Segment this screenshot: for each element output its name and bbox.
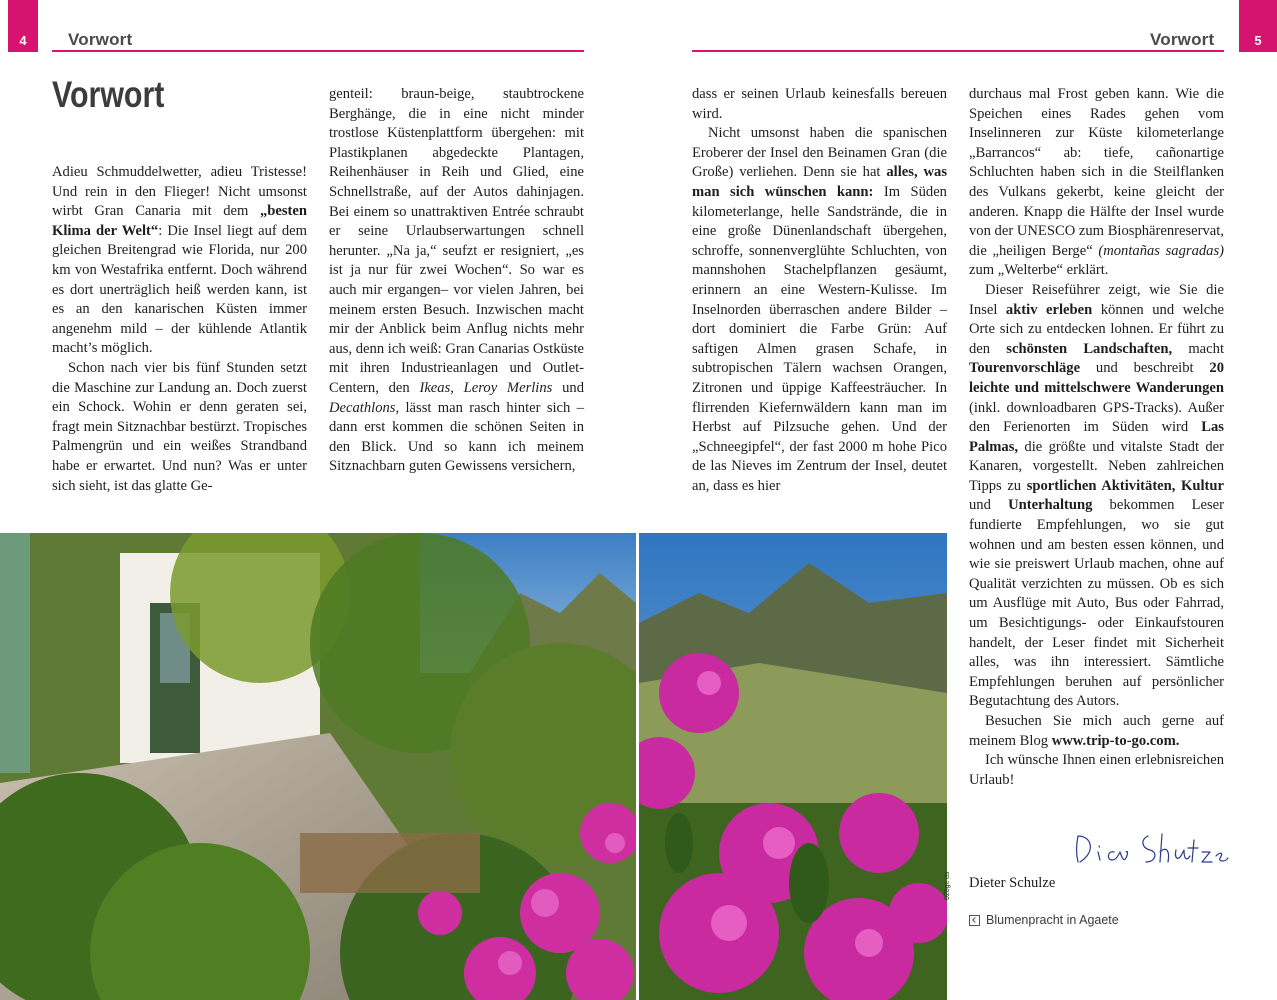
photo-garden-right: [639, 533, 947, 1000]
header-rule-left: [52, 50, 584, 52]
text-run: Besuchen Sie mich auch gerne auf meinem Blog: [969, 713, 1224, 749]
text-column-3: [692, 85, 947, 496]
text-run: Adieu Schmuddelwetter, adieu Tristesse! Und rein in den Flieger! Nicht umsonst wirbt Gran Canaria mit dem: [52, 164, 307, 220]
running-head-left: Vorwort: [68, 30, 133, 49]
arrow-left-icon: [969, 915, 980, 926]
handwritten-signature: [1070, 822, 1230, 872]
bold-run: Las Palmas,: [969, 419, 1224, 455]
page-number-left: 4: [8, 0, 38, 52]
author-name: Dieter Schulze: [969, 875, 1056, 891]
italic-run: (montañas sagradas): [1098, 242, 1224, 259]
chapter-title: Vorwort: [52, 74, 165, 115]
bold-run: 20 leichte und mittelschwere Wanderungen: [969, 360, 1224, 396]
blog-link[interactable]: www.trip-to-go.com.: [1051, 732, 1180, 749]
text-run: Im Süden kilometerlange, helle Sandstrände, die in eine große Dünenlandschaft übergehen, schroffe, sonnenverglühte Schluchten, von mannshohen Stachelpflanzen gesäumt, erinnern an eine Western-Kulisse. Im Inselnorden überraschen andere Bilder – dort dominiert die Farbe Grün: Auf saftigen Almen grasen Schafe, in subtropischen Tälern wachsen Orangen, Zitronen und üppige Kaffeesträucher. In flirrenden Kiefernwäldern kann man im Herbst auf Pilzsuche gehen. Und der „Schneegipfel“, der fast 2000 m hohe Pico de las Nieves im Zentrum der Insel, deutet an, dass es hier: [692, 183, 947, 494]
bold-run: aktiv erleben: [1005, 301, 1093, 318]
header-rule-right: [692, 50, 1224, 52]
photo-garden-right-art: [639, 533, 947, 1000]
text-run: und beschreibt: [1080, 360, 1210, 377]
caption-text: Blumenpracht in Agaete: [986, 913, 1119, 927]
text-column-1: [52, 163, 307, 496]
text-run: können und welche Orte sich zu entdecken lohnen. Er führt zu den: [969, 301, 1224, 357]
text-run: durchaus mal Frost geben kann. Wie die Speichen eines Rades gehen vom Inselinneren zur Küste kilometerlange „Barrancos“ ab: tiefe, cañonartige Schluchten haben sich in die Steilflanken des Vulkans gekerbt, keine gleicht der anderen. Knapp die Hälfte der Insel wurde von der UNESCO zum Biosphärenreservat, die „heiligen Berge“: [969, 86, 1224, 259]
text-run: und: [552, 379, 585, 396]
italic-run: Ikeas, Leroy Merlins: [419, 379, 553, 396]
text-run: : Die Insel liegt auf dem gleichen Breitengrad wie Florida, nur 200 km von Westafrika entfernt. Doch während es dort unerträglich heiß werden kann, ist es an den kanarischen Küsten immer angenehm mild – der kühlende Atlantik macht’s möglich.: [52, 222, 307, 357]
text-run: Dieser Reiseführer zeigt, wie Sie die Insel: [969, 281, 1224, 318]
text-run: (inkl. downloadbaren GPS-Tracks). Außer den Ferienorten im Süden wird: [969, 399, 1224, 436]
text-run: macht: [1172, 340, 1224, 357]
text-run: genteil: braun-beige, staubtrockene Berghänge, die in eine nicht minder trostlose Küstenplattform übergehen: mit Plastikplanen abgedeckte Plantagen, Reihenhäuser in Reih und Glied, eine Schnellstraße, auf der Autos dahinjagen. Bei einem so unattraktiven Entrée schraubt er seine Urlaubserwartungen schnell herunter. „Na ja,“ seufzt er resigniert, „es ist ja nur für zwei Wochen“. So war es auch mir ergangen– vor vielen Jahren, bei meinem ersten Besuch. Inzwischen macht mir der Anblick beim Anflug nichts mehr aus, denn ich weiß: Gran Canarias Ostküste mit ihren Industrieanlagen und Outlet-Centern, den: [329, 86, 584, 396]
paragraph-continued: [329, 85, 584, 477]
paragraph-island: [692, 124, 947, 496]
text-column-4: [969, 85, 1224, 790]
paragraph-continued: [969, 85, 1224, 281]
text-column-2: [329, 85, 584, 477]
bold-run: sportlichen Aktivitäten, Kultur: [1026, 477, 1224, 494]
text-run: zum „Welterbe“ erklärt.: [969, 262, 1109, 279]
paragraph-blog: [969, 712, 1224, 751]
bold-run: schönsten Landschaften,: [1006, 340, 1173, 357]
italic-run: Decathlons,: [329, 399, 400, 416]
paragraph-wish: Ich wünsche Ihnen einen erlebnisreichen Urlaub!: [969, 752, 1224, 788]
text-run: lässt man rasch hinter sich – dann erst kommen die schönen Seiten in den Blick. Und so kann ich meinem Sitznachbarn guten Gewissens versichern,: [329, 399, 584, 475]
photo-credit: 026gc ds: [944, 871, 951, 900]
paragraph-intro: [52, 163, 307, 359]
photo-garden-left: [0, 533, 636, 1000]
photo-caption: [969, 913, 1119, 927]
text-run: und: [969, 497, 1009, 514]
bold-run: alles, was man sich wünschen kann:: [692, 164, 947, 200]
text-run: die größte und vitalste Stadt der Kanaren, vorgestellt. Neben zahlreichen Tipps zu: [969, 438, 1224, 494]
paragraph-continued: dass er seinen Urlaub keinesfalls bereuen wird.: [692, 86, 947, 122]
bold-run: „besten Klima der Welt“: [52, 203, 307, 239]
paragraph-guide: [969, 281, 1224, 712]
bold-run: Tourenvorschläge: [969, 360, 1081, 377]
paragraph-landing: Schon nach vier bis fünf Stunden setzt die Maschine zur Landung an. Doch zuerst ein Schock. Wohin er denn geraten sei, fragt mein Sitznachbar bestürzt. Tropisches Palmengrün und ein weißes Strandband habe er erwartet. Und nun? Was er unter sich sieht, ist das glatte Ge-: [52, 359, 307, 494]
text-run: Nicht umsonst haben die spanischen Eroberer der Insel den Beinamen Gran (die Große) verliehen. Denn sie hat: [692, 125, 947, 181]
photo-garden-left-art: [0, 533, 636, 1000]
running-head-right: Vorwort: [1150, 30, 1215, 49]
bold-run: Unterhaltung: [1008, 497, 1093, 514]
page-number-right: 5: [1239, 0, 1277, 52]
text-run: bekommen Leser fundierte Empfehlungen, wo sie gut wohnen und am besten essen können, und wie sie preiswert Urlaub machen, ohne auf Qualität verzichten zu müssen. Ob es sich um Ausflüge mit Auto, Bus oder Fahrrad, um Besichtigungs- oder Einkaufstouren handelt, der Leser findet mit Sicherheit alles, was ihn interessiert. Sämtliche Empfehlungen beruhen auf persönlicher Begutachtung des Autors.: [969, 497, 1224, 710]
